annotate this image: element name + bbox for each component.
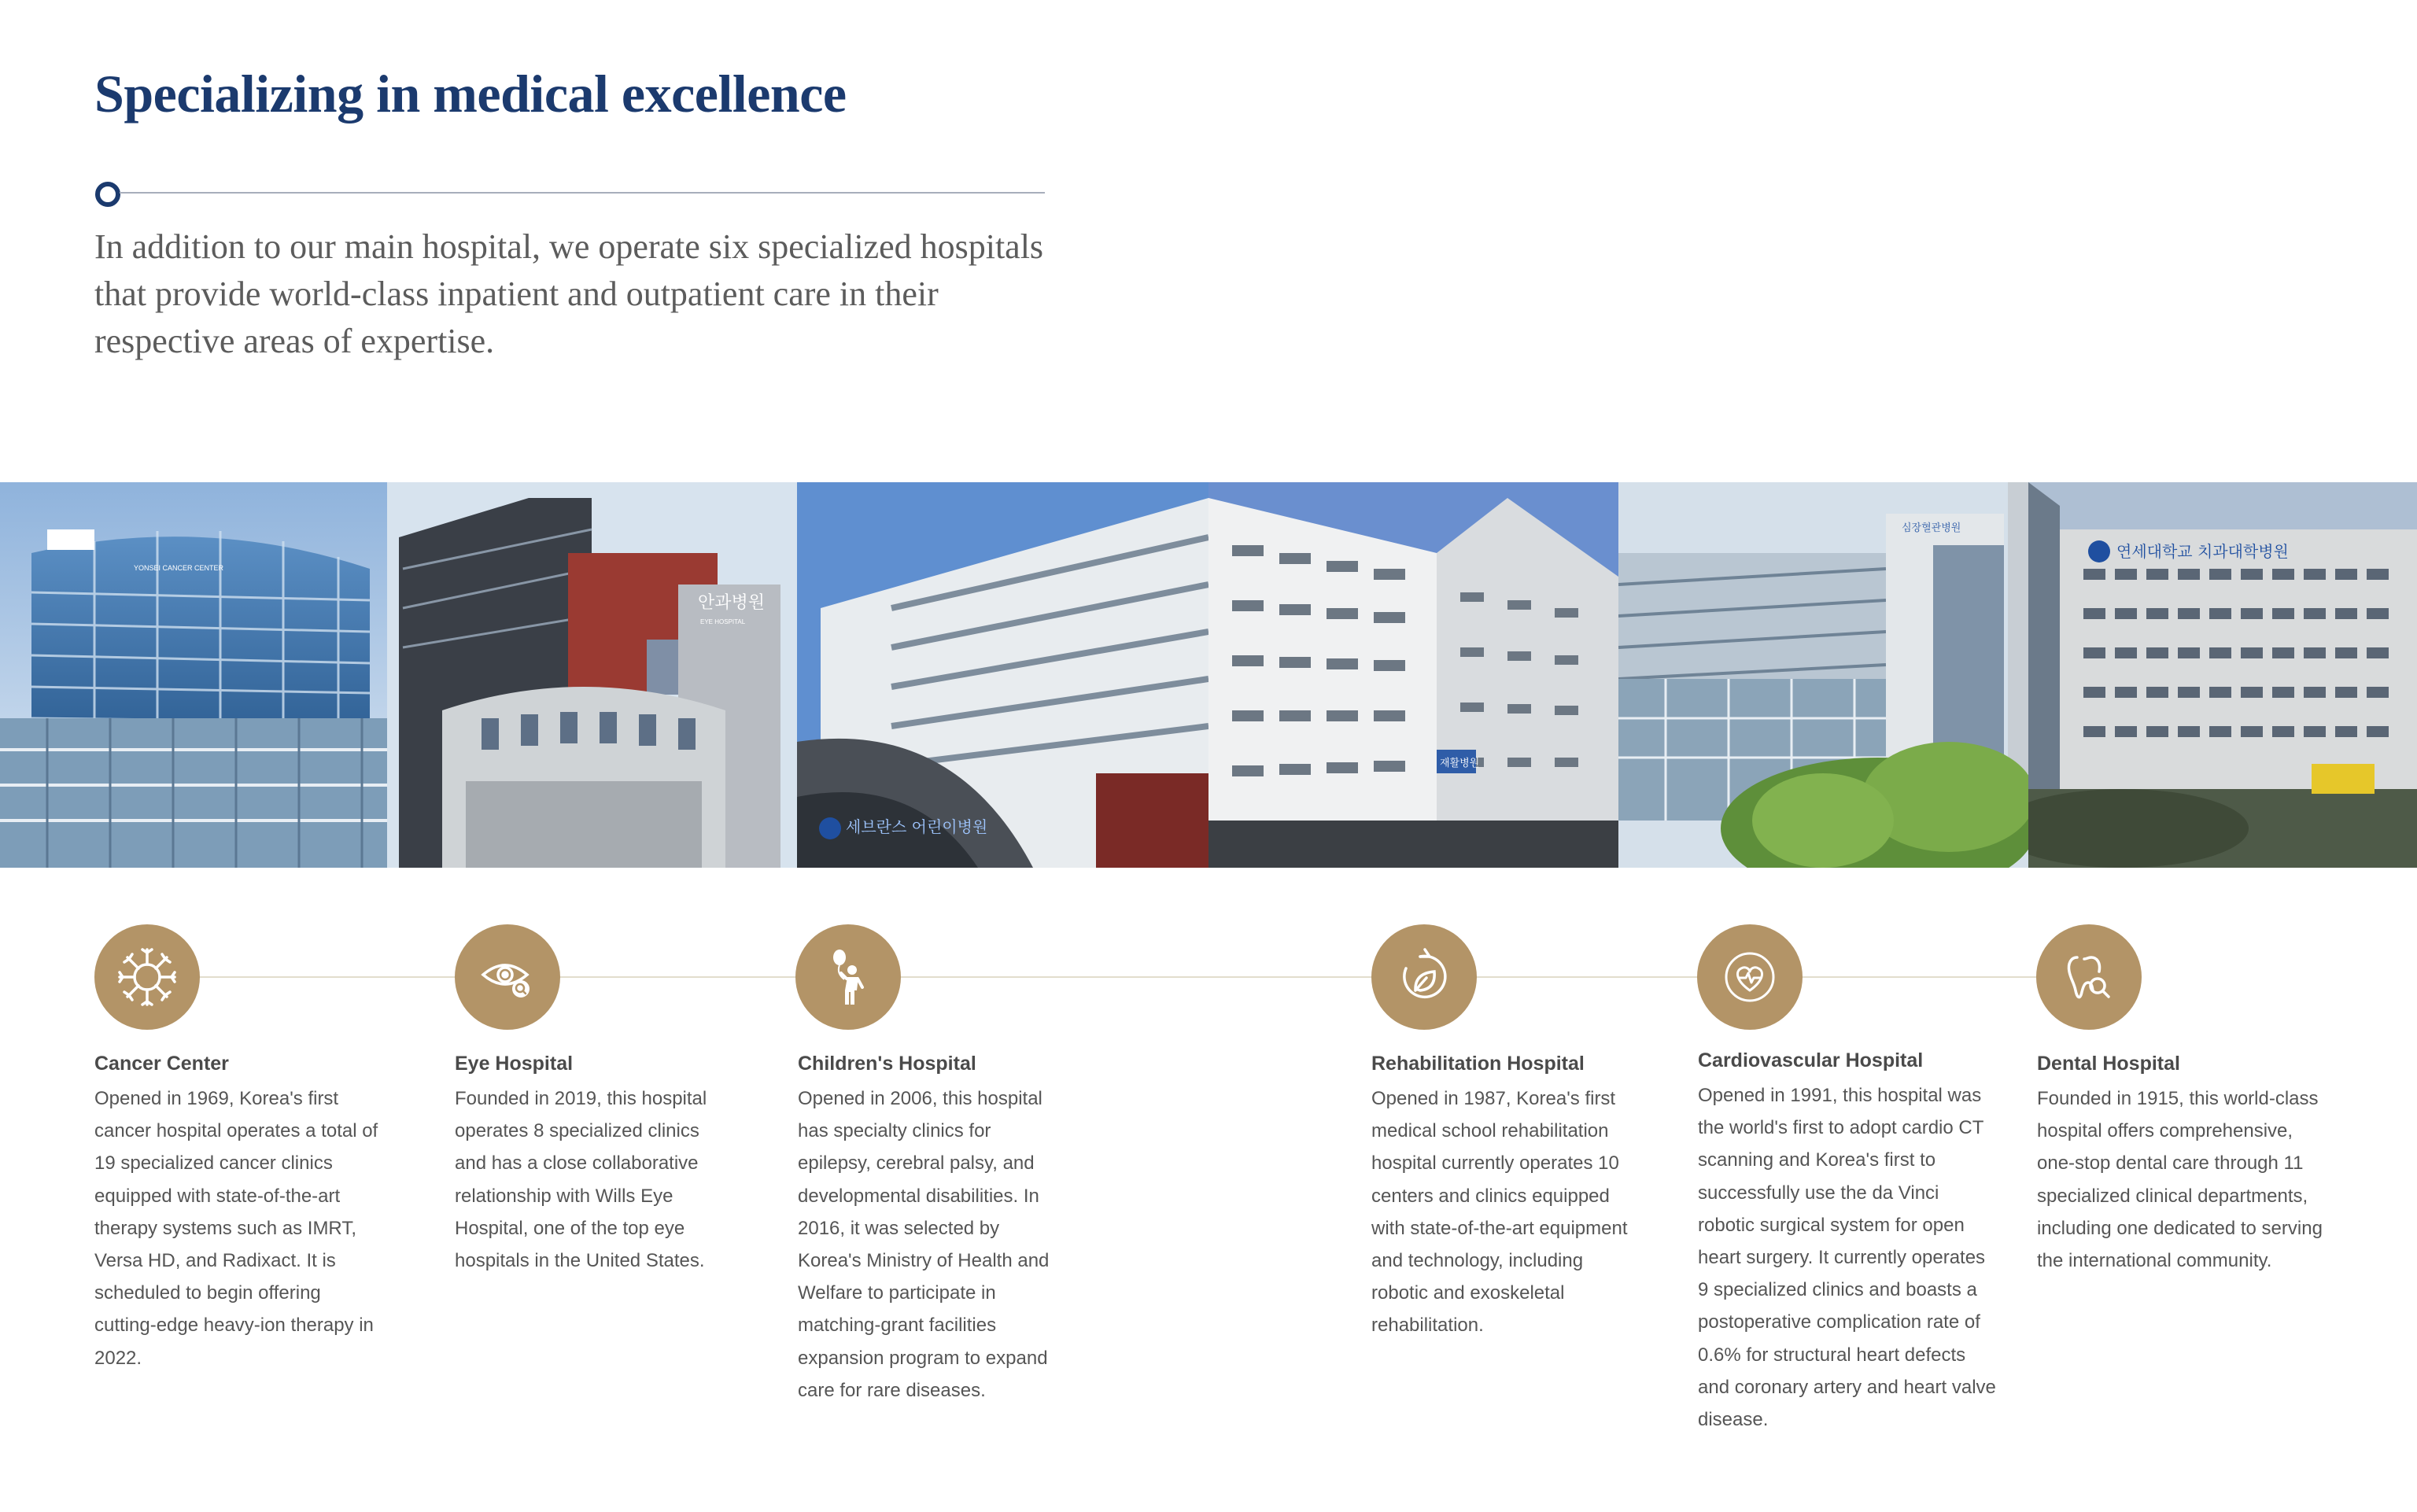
rehabilitation-icon xyxy=(1389,942,1459,1012)
dental-hospital-photo xyxy=(2028,482,2417,868)
hospital-photo-strip xyxy=(0,482,2417,868)
eye-hospital-description: Founded in 2019, this hospital operates 8 specialized clinics and has a close collaborative relationship with Wills Eye Hospital, one of the top eye hospitals in the United States. xyxy=(455,1088,707,1272)
rehabilitation-hospital-description: Opened in 1987, Korea's first medical school rehabilitation hospital currently operates 10 centers and clinics equipped with state-of-the-art equipment and technology, including robotic and exoskeletal rehabilitation. xyxy=(1371,1088,1628,1337)
cancer-center-sign: YONSEI CANCER CENTER xyxy=(134,564,224,572)
eye-hospital-sign-sub: EYE HOSPITAL xyxy=(700,618,746,625)
childrens-hospital-description: Opened in 2006, this hospital has specialty clinics for epilepsy, cerebral palsy, and developmental disabilities. In 2016, it was selected by Korea's Ministry of Health and Welfare to participate in matching-grant facilities expansion program to expand care for rare diseases. xyxy=(798,1088,1050,1401)
cancer-icon xyxy=(112,942,183,1012)
childrens-hospital-title: Children's Hospital xyxy=(798,1053,976,1075)
eye-hospital-icon-badge xyxy=(455,924,560,1030)
cancer-center-photo xyxy=(0,482,387,868)
rehabilitation-hospital-title: Rehabilitation Hospital xyxy=(1371,1053,1585,1075)
intro-text: In addition to our main hospital, we operate six specialized hospitals that provide world-class inpatient and outpatient care in their respective areas of expertise. xyxy=(94,227,1044,360)
child-balloon-icon xyxy=(813,942,884,1012)
cardiovascular-hospital-sign: 심장혈관병원 xyxy=(1902,522,1961,534)
eye-hospital-sign: 안과병원 xyxy=(698,593,766,613)
dental-hospital-column xyxy=(2037,1049,2332,1277)
eye-hospital-column xyxy=(455,1049,710,1277)
cancer-center-title: Cancer Center xyxy=(94,1053,229,1075)
cardiovascular-hospital-column xyxy=(1698,1046,2001,1436)
childrens-hospital-column xyxy=(798,1049,1057,1407)
page-title: Specializing in medical excellence xyxy=(94,64,847,124)
cancer-center-column xyxy=(94,1049,386,1374)
cardiovascular-hospital-icon-badge xyxy=(1697,924,1803,1030)
cancer-center-icon-badge xyxy=(94,924,200,1030)
dental-hospital-icon-badge xyxy=(2036,924,2142,1030)
childrens-hospital-photo xyxy=(797,482,1208,868)
eye-hospital-title: Eye Hospital xyxy=(455,1053,574,1075)
eye-hospital-photo xyxy=(387,482,797,868)
childrens-hospital-sign: 세브란스 어린이병원 xyxy=(846,817,988,836)
childrens-hospital-icon-badge xyxy=(795,924,901,1030)
tooth-icon xyxy=(2054,942,2124,1012)
cardiovascular-hospital-title: Cardiovascular Hospital xyxy=(1698,1049,1924,1071)
rehabilitation-hospital-photo xyxy=(1208,482,1618,868)
cardiovascular-hospital-description: Opened in 1991, this hospital was the world's first to adopt cardio CT scanning and Korea's first to successfully use the da Vinci robotic surgical system for open heart surgery. It currently operates 9 specialized clinics and boasts a postoperative complication rate of 0.6% for structural heart defects and coronary artery and heart valve disease. xyxy=(1698,1085,1996,1431)
cardiovascular-hospital-photo xyxy=(1618,482,2028,868)
rehabilitation-hospital-sign: 재활병원 xyxy=(1440,758,1480,769)
dental-hospital-description: Founded in 1915, this world-class hospital offers comprehensive, one-stop dental care through 11 specialized clinical departments, including one dedicated to serving the international community. xyxy=(2037,1088,2323,1272)
dental-hospital-sign: 연세대학교 치과대학병원 xyxy=(2116,542,2289,561)
heart-icon xyxy=(1714,942,1785,1012)
divider-dot xyxy=(95,182,120,207)
cancer-center-description: Opened in 1969, Korea's first cancer hospital operates a total of 19 specialized cancer clinics equipped with state-of-the-art therapy systems such as IMRT, Versa HD, and Radixact. It is scheduled to begin offering cutting-edge heavy-ion therapy in 2022. xyxy=(94,1088,378,1369)
rehabilitation-hospital-icon-badge xyxy=(1371,924,1477,1030)
dental-hospital-title: Dental Hospital xyxy=(2037,1053,2180,1075)
eye-icon xyxy=(472,942,543,1012)
divider-line xyxy=(120,192,1045,194)
rehabilitation-hospital-column xyxy=(1371,1049,1631,1342)
